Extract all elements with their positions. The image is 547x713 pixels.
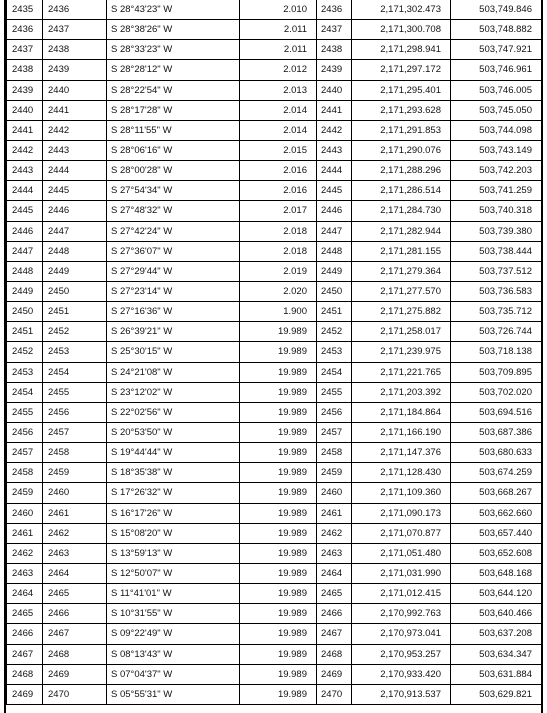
east-coordinate-cell: 503,702.020 (451, 382, 542, 402)
vertex-cell: 2451 (317, 302, 352, 322)
east-coordinate-cell: 503,674.259 (451, 463, 542, 483)
table-row (7, 322, 542, 342)
north-coordinate-cell: 2,171,051.480 (352, 543, 451, 563)
vertex-cell: 2455 (317, 382, 352, 402)
to-point-cell: 2469 (43, 664, 107, 684)
north-coordinate-cell: 2,171,279.364 (352, 261, 451, 281)
to-point-cell: 2467 (43, 624, 107, 644)
from-point-cell: 2464 (7, 584, 43, 604)
vertex-cell: 2457 (317, 422, 352, 442)
east-coordinate-cell: 503,637.208 (451, 624, 542, 644)
from-point-cell: 2448 (7, 261, 43, 281)
bearing-cell: S 12°50'07" W (107, 563, 240, 583)
vertex-cell: 2450 (317, 281, 352, 301)
from-point-cell: 2441 (7, 120, 43, 140)
bearing-cell: S 28°22'54" W (107, 80, 240, 100)
bearing-cell: S 17°26'32" W (107, 483, 240, 503)
bearing-cell: S 26°39'21" W (107, 322, 240, 342)
north-coordinate-cell: 2,170,933.420 (352, 664, 451, 684)
to-point-cell: 2452 (43, 322, 107, 342)
distance-cell: 2.016 (240, 181, 317, 201)
vertex-cell: 2447 (317, 221, 352, 241)
bearing-cell: S 27°23'14" W (107, 281, 240, 301)
from-point-cell: 2440 (7, 100, 43, 120)
north-coordinate-cell: 2,170,992.763 (352, 604, 451, 624)
vertex-cell: 2449 (317, 261, 352, 281)
from-point-cell: 2445 (7, 201, 43, 221)
bearing-cell: S 08°13'43" W (107, 644, 240, 664)
north-coordinate-cell: 2,171,275.882 (352, 302, 451, 322)
bearing-cell: S 24°21'08" W (107, 362, 240, 382)
from-point-cell: 2459 (7, 483, 43, 503)
to-point-cell: 2451 (43, 302, 107, 322)
table-row (7, 523, 542, 543)
from-point-cell: 2465 (7, 604, 43, 624)
distance-cell: 2.018 (240, 241, 317, 261)
east-coordinate-cell: 503,736.583 (451, 281, 542, 301)
north-coordinate-cell: 2,171,293.628 (352, 100, 451, 120)
vertex-cell: 2452 (317, 322, 352, 342)
north-coordinate-cell: 2,171,239.975 (352, 342, 451, 362)
bearing-cell: S 28°11'55" W (107, 120, 240, 140)
north-coordinate-cell: 2,171,288.296 (352, 161, 451, 181)
table-row (7, 0, 542, 20)
table-row (7, 201, 542, 221)
to-point-cell: 2443 (43, 140, 107, 160)
north-coordinate-cell: 2,171,284.730 (352, 201, 451, 221)
distance-cell: 19.989 (240, 664, 317, 684)
distance-cell: 2.015 (240, 140, 317, 160)
bearing-cell: S 20°53'50" W (107, 422, 240, 442)
bearing-cell: S 05°55'31" W (107, 684, 240, 704)
from-point-cell: 2455 (7, 402, 43, 422)
north-coordinate-cell: 2,171,291.853 (352, 120, 451, 140)
distance-cell: 19.989 (240, 563, 317, 583)
from-point-cell: 2469 (7, 684, 43, 704)
to-point-cell: 2442 (43, 120, 107, 140)
coordinate-sheet (4, 0, 543, 713)
east-coordinate-cell: 503,746.005 (451, 80, 542, 100)
east-coordinate-cell: 503,709.895 (451, 362, 542, 382)
table-row (7, 161, 542, 181)
distance-cell: 19.989 (240, 523, 317, 543)
bearing-cell: S 09°22'49" W (107, 624, 240, 644)
vertex-cell: 2439 (317, 60, 352, 80)
distance-cell: 2.020 (240, 281, 317, 301)
vertex-cell: 2462 (317, 523, 352, 543)
north-coordinate-cell: 2,171,128.430 (352, 463, 451, 483)
north-coordinate-cell: 2,171,147.376 (352, 443, 451, 463)
coordinate-table-body (7, 0, 542, 704)
to-point-cell: 2446 (43, 201, 107, 221)
to-point-cell: 2448 (43, 241, 107, 261)
distance-cell: 2.016 (240, 161, 317, 181)
bearing-cell: S 28°28'12" W (107, 60, 240, 80)
distance-cell: 2.012 (240, 60, 317, 80)
vertex-cell: 2456 (317, 402, 352, 422)
table-row (7, 120, 542, 140)
bearing-cell: S 25°30'15" W (107, 342, 240, 362)
bearing-cell: S 22°02'56" W (107, 402, 240, 422)
east-coordinate-cell: 503,694.516 (451, 402, 542, 422)
distance-cell: 19.989 (240, 543, 317, 563)
distance-cell: 19.989 (240, 503, 317, 523)
from-point-cell: 2436 (7, 20, 43, 40)
from-point-cell: 2458 (7, 463, 43, 483)
table-row (7, 261, 542, 281)
vertex-cell: 2440 (317, 80, 352, 100)
north-coordinate-cell: 2,171,295.401 (352, 80, 451, 100)
distance-cell: 2.013 (240, 80, 317, 100)
east-coordinate-cell: 503,662.660 (451, 503, 542, 523)
table-row (7, 644, 542, 664)
east-coordinate-cell: 503,743.149 (451, 140, 542, 160)
table-row (7, 422, 542, 442)
table-row (7, 483, 542, 503)
north-coordinate-cell: 2,171,221.765 (352, 362, 451, 382)
to-point-cell: 2447 (43, 221, 107, 241)
to-point-cell: 2453 (43, 342, 107, 362)
to-point-cell: 2466 (43, 604, 107, 624)
to-point-cell: 2457 (43, 422, 107, 442)
north-coordinate-cell: 2,171,300.708 (352, 20, 451, 40)
from-point-cell: 2466 (7, 624, 43, 644)
from-point-cell: 2461 (7, 523, 43, 543)
distance-cell: 19.989 (240, 684, 317, 704)
east-coordinate-cell: 503,742.203 (451, 161, 542, 181)
distance-cell: 2.011 (240, 20, 317, 40)
from-point-cell: 2444 (7, 181, 43, 201)
distance-cell: 1.900 (240, 302, 317, 322)
to-point-cell: 2455 (43, 382, 107, 402)
bearing-cell: S 27°16'36" W (107, 302, 240, 322)
distance-cell: 19.989 (240, 342, 317, 362)
to-point-cell: 2439 (43, 60, 107, 80)
distance-cell: 19.989 (240, 584, 317, 604)
to-point-cell: 2456 (43, 402, 107, 422)
north-coordinate-cell: 2,171,258.017 (352, 322, 451, 342)
table-row (7, 241, 542, 261)
east-coordinate-cell: 503,644.120 (451, 584, 542, 604)
vertex-cell: 2465 (317, 584, 352, 604)
north-coordinate-cell: 2,171,282.944 (352, 221, 451, 241)
vertex-cell: 2453 (317, 342, 352, 362)
to-point-cell: 2458 (43, 443, 107, 463)
east-coordinate-cell: 503,749.846 (451, 0, 542, 20)
east-coordinate-cell: 503,726.744 (451, 322, 542, 342)
from-point-cell: 2467 (7, 644, 43, 664)
vertex-cell: 2470 (317, 684, 352, 704)
from-point-cell: 2443 (7, 161, 43, 181)
vertex-cell: 2463 (317, 543, 352, 563)
to-point-cell: 2438 (43, 40, 107, 60)
table-row (7, 624, 542, 644)
vertex-cell: 2468 (317, 644, 352, 664)
distance-cell: 19.989 (240, 402, 317, 422)
vertex-cell: 2458 (317, 443, 352, 463)
from-point-cell: 2452 (7, 342, 43, 362)
table-row (7, 60, 542, 80)
distance-cell: 2.014 (240, 120, 317, 140)
east-coordinate-cell: 503,745.050 (451, 100, 542, 120)
from-point-cell: 2437 (7, 40, 43, 60)
east-coordinate-cell: 503,747.921 (451, 40, 542, 60)
table-row (7, 100, 542, 120)
distance-cell: 19.989 (240, 322, 317, 342)
bearing-cell: S 18°35'38" W (107, 463, 240, 483)
bearing-cell: S 28°17'28" W (107, 100, 240, 120)
vertex-cell: 2466 (317, 604, 352, 624)
east-coordinate-cell: 503,739.380 (451, 221, 542, 241)
table-row (7, 342, 542, 362)
north-coordinate-cell: 2,171,184.864 (352, 402, 451, 422)
east-coordinate-cell: 503,748.882 (451, 20, 542, 40)
to-point-cell: 2436 (43, 0, 107, 20)
north-coordinate-cell: 2,171,277.570 (352, 281, 451, 301)
to-point-cell: 2441 (43, 100, 107, 120)
from-point-cell: 2447 (7, 241, 43, 261)
from-point-cell: 2457 (7, 443, 43, 463)
to-point-cell: 2459 (43, 463, 107, 483)
distance-cell: 2.017 (240, 201, 317, 221)
distance-cell: 19.989 (240, 604, 317, 624)
distance-cell: 19.989 (240, 463, 317, 483)
vertex-cell: 2459 (317, 463, 352, 483)
from-point-cell: 2449 (7, 281, 43, 301)
to-point-cell: 2460 (43, 483, 107, 503)
north-coordinate-cell: 2,171,290.076 (352, 140, 451, 160)
from-point-cell: 2462 (7, 543, 43, 563)
east-coordinate-cell: 503,687.386 (451, 422, 542, 442)
distance-cell: 19.989 (240, 483, 317, 503)
distance-cell: 19.989 (240, 624, 317, 644)
vertex-cell: 2442 (317, 120, 352, 140)
bearing-cell: S 23°12'02" W (107, 382, 240, 402)
table-row (7, 443, 542, 463)
north-coordinate-cell: 2,171,031.990 (352, 563, 451, 583)
vertex-cell: 2464 (317, 563, 352, 583)
bearing-cell: S 10°31'55" W (107, 604, 240, 624)
vertex-cell: 2446 (317, 201, 352, 221)
from-point-cell: 2453 (7, 362, 43, 382)
east-coordinate-cell: 503,718.138 (451, 342, 542, 362)
to-point-cell: 2454 (43, 362, 107, 382)
table-row (7, 563, 542, 583)
from-point-cell: 2456 (7, 422, 43, 442)
table-row (7, 584, 542, 604)
bearing-cell: S 28°00'28" W (107, 161, 240, 181)
from-point-cell: 2446 (7, 221, 43, 241)
table-row (7, 140, 542, 160)
bearing-cell: S 28°33'23" W (107, 40, 240, 60)
table-row (7, 362, 542, 382)
distance-cell: 19.989 (240, 382, 317, 402)
to-point-cell: 2440 (43, 80, 107, 100)
vertex-cell: 2460 (317, 483, 352, 503)
east-coordinate-cell: 503,648.168 (451, 563, 542, 583)
north-coordinate-cell: 2,171,090.173 (352, 503, 451, 523)
bearing-cell: S 27°48'32" W (107, 201, 240, 221)
to-point-cell: 2444 (43, 161, 107, 181)
table-row (7, 503, 542, 523)
east-coordinate-cell: 503,652.608 (451, 543, 542, 563)
table-row (7, 463, 542, 483)
north-coordinate-cell: 2,171,070.877 (352, 523, 451, 543)
table-row (7, 664, 542, 684)
north-coordinate-cell: 2,171,302.473 (352, 0, 451, 20)
north-coordinate-cell: 2,171,203.392 (352, 382, 451, 402)
bearing-cell: S 13°59'13" W (107, 543, 240, 563)
distance-cell: 19.989 (240, 644, 317, 664)
to-point-cell: 2463 (43, 543, 107, 563)
east-coordinate-cell: 503,735.712 (451, 302, 542, 322)
to-point-cell: 2464 (43, 563, 107, 583)
to-point-cell: 2470 (43, 684, 107, 704)
east-coordinate-cell: 503,740.318 (451, 201, 542, 221)
table-row (7, 684, 542, 704)
table-row (7, 221, 542, 241)
north-coordinate-cell: 2,170,953.257 (352, 644, 451, 664)
east-coordinate-cell: 503,640.466 (451, 604, 542, 624)
north-coordinate-cell: 2,171,012.415 (352, 584, 451, 604)
east-coordinate-cell: 503,657.440 (451, 523, 542, 543)
table-row (7, 604, 542, 624)
to-point-cell: 2445 (43, 181, 107, 201)
east-coordinate-cell: 503,746.961 (451, 60, 542, 80)
coordinate-table (6, 0, 542, 705)
distance-cell: 19.989 (240, 422, 317, 442)
north-coordinate-cell: 2,171,166.190 (352, 422, 451, 442)
vertex-cell: 2441 (317, 100, 352, 120)
north-coordinate-cell: 2,171,297.172 (352, 60, 451, 80)
vertex-cell: 2448 (317, 241, 352, 261)
east-coordinate-cell: 503,629.821 (451, 684, 542, 704)
distance-cell: 2.014 (240, 100, 317, 120)
vertex-cell: 2437 (317, 20, 352, 40)
north-coordinate-cell: 2,171,109.360 (352, 483, 451, 503)
table-row (7, 382, 542, 402)
east-coordinate-cell: 503,631.884 (451, 664, 542, 684)
north-coordinate-cell: 2,171,281.155 (352, 241, 451, 261)
to-point-cell: 2461 (43, 503, 107, 523)
to-point-cell: 2437 (43, 20, 107, 40)
vertex-cell: 2443 (317, 140, 352, 160)
vertex-cell: 2445 (317, 181, 352, 201)
bearing-cell: S 16°17'26" W (107, 503, 240, 523)
bearing-cell: S 28°06'16" W (107, 140, 240, 160)
table-row (7, 40, 542, 60)
table-row (7, 543, 542, 563)
bearing-cell: S 28°43'23" W (107, 0, 240, 20)
bearing-cell: S 07°04'37" W (107, 664, 240, 684)
vertex-cell: 2436 (317, 0, 352, 20)
table-row (7, 281, 542, 301)
from-point-cell: 2435 (7, 0, 43, 20)
vertex-cell: 2469 (317, 664, 352, 684)
vertex-cell: 2444 (317, 161, 352, 181)
distance-cell: 2.010 (240, 0, 317, 20)
east-coordinate-cell: 503,668.267 (451, 483, 542, 503)
bearing-cell: S 27°42'24" W (107, 221, 240, 241)
bearing-cell: S 27°36'07" W (107, 241, 240, 261)
from-point-cell: 2460 (7, 503, 43, 523)
vertex-cell: 2467 (317, 624, 352, 644)
east-coordinate-cell: 503,741.259 (451, 181, 542, 201)
to-point-cell: 2449 (43, 261, 107, 281)
from-point-cell: 2468 (7, 664, 43, 684)
bearing-cell: S 27°29'44" W (107, 261, 240, 281)
bearing-cell: S 27°54'34" W (107, 181, 240, 201)
bearing-cell: S 19°44'44" W (107, 443, 240, 463)
east-coordinate-cell: 503,744.098 (451, 120, 542, 140)
to-point-cell: 2462 (43, 523, 107, 543)
to-point-cell: 2450 (43, 281, 107, 301)
from-point-cell: 2463 (7, 563, 43, 583)
table-row (7, 181, 542, 201)
from-point-cell: 2442 (7, 140, 43, 160)
from-point-cell: 2439 (7, 80, 43, 100)
east-coordinate-cell: 503,634.347 (451, 644, 542, 664)
bearing-cell: S 15°08'20" W (107, 523, 240, 543)
north-coordinate-cell: 2,171,298.941 (352, 40, 451, 60)
bearing-cell: S 11°41'01" W (107, 584, 240, 604)
east-coordinate-cell: 503,680.633 (451, 443, 542, 463)
east-coordinate-cell: 503,738.444 (451, 241, 542, 261)
north-coordinate-cell: 2,171,286.514 (352, 181, 451, 201)
from-point-cell: 2450 (7, 302, 43, 322)
bearing-cell: S 28°38'26" W (107, 20, 240, 40)
north-coordinate-cell: 2,170,913.537 (352, 684, 451, 704)
table-row (7, 80, 542, 100)
table-row (7, 20, 542, 40)
vertex-cell: 2461 (317, 503, 352, 523)
from-point-cell: 2454 (7, 382, 43, 402)
to-point-cell: 2465 (43, 584, 107, 604)
distance-cell: 2.019 (240, 261, 317, 281)
east-coordinate-cell: 503,737.512 (451, 261, 542, 281)
distance-cell: 19.989 (240, 443, 317, 463)
distance-cell: 2.018 (240, 221, 317, 241)
from-point-cell: 2438 (7, 60, 43, 80)
table-row (7, 402, 542, 422)
distance-cell: 19.989 (240, 362, 317, 382)
to-point-cell: 2468 (43, 644, 107, 664)
table-row (7, 302, 542, 322)
vertex-cell: 2454 (317, 362, 352, 382)
from-point-cell: 2451 (7, 322, 43, 342)
vertex-cell: 2438 (317, 40, 352, 60)
north-coordinate-cell: 2,170,973.041 (352, 624, 451, 644)
distance-cell: 2.011 (240, 40, 317, 60)
